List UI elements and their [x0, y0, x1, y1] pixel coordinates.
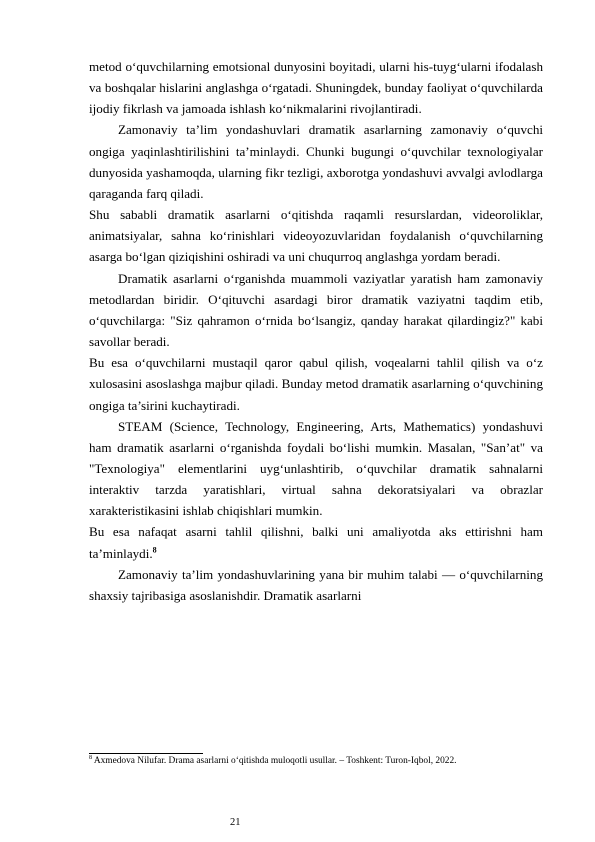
footnote-divider — [89, 753, 203, 754]
paragraph-5: Bu esa o‘quvchilarni mustaqil qaror qabul qilish, voqealarni tahlil qilish va o‘z xulosasini asoslashga majbur qiladi. Bunday metod dramatik asarlarning o‘quvchining ongiga ta’sirini kuchaytiradi. — [89, 355, 543, 413]
paragraph-8: Zamonaviy ta’lim yondashuvlarining yana bir muhim talabi — o‘quvchilarning shaxsiy tajribasiga asoslanishdir. Dramatik asarlarni — [89, 566, 543, 603]
paragraph-7 — [89, 521, 543, 563]
paragraph-4: Dramatik asarlarni o‘rganishda muammoli vaziyatlar yaratish ham zamonaviy metodlardan biridir. O‘qituvchi asardagi biror dramatik vaziyatni taqdim etib, o‘quvchilarga: "Siz qahramon o‘rnida bo‘lsangiz, qanday harakat qilardingiz?" kabi savollar beradi. — [89, 270, 543, 350]
footnote-reference[interactable]: 8 — [152, 545, 157, 555]
paragraph-2: Zamonaviy ta’lim yondashuvlari dramatik asarlarning zamonaviy o‘quvchi ongiga yaqinlashtirilishini ta’minlaydi. Chunki bugungi o‘quvchilar texnologiyalar dunyosida yashamoqda, ularning fikr tezligi, axborotga yondashuvi avvalgi avlodlarga qaraganda farq qiladi. — [89, 122, 543, 201]
paragraph-1: metod o‘quvchilarning emotsional dunyosini boyitadi, ularni his-tuyg‘ularni ifodalash va boshqalar hislarini anglashga o‘rgatadi. Shuningdek, bunday faoliyat o‘quvchilarda ijodiy fikrlash va jamoada ishlash ko‘nikmalarini rivojlantiradi. — [89, 59, 543, 117]
paragraph-7-text: Bu esa nafaqat asarni tahlil qilishni, balki uni amaliyotda aks ettirishni ham ta’minlaydi. — [89, 524, 543, 561]
footnote-text: Axmedova Nilufar. Drama asarlarni o‘qitishda muloqotli usullar. – Toshkent: Turon-Iqbol, 2022. — [93, 756, 457, 766]
footnote — [89, 755, 559, 767]
paragraph-6: STEAM (Science, Technology, Engineering, Arts, Mathematics) yondashuvi ham dramatik asarlarni o‘rganishda foydali bo‘lishi mumkin. Masalan, "San’at" va "Texnologiya" elementlarini uyg‘unlashtirib, o‘quvchilar dramatik sahnalarni interaktiv tarzda yaratishlari, virtual sahna dekoratsiyalari va obrazlar xarakteristikasini ishlab chiqishlari mumkin. — [89, 418, 543, 519]
paragraph-3: Shu sababli dramatik asarlarni o‘qitishda raqamli resurslardan, videoroliklar, animatsiyalar, sahna ko‘rinishlari videoyozuvlaridan foydalanish o‘quvchilarning asarga bo‘lgan qiziqishini oshiradi va uni chuqurroq anglashga yordam beradi. — [89, 207, 543, 265]
footnote-number: 8 — [89, 754, 92, 761]
main-text — [89, 56, 543, 606]
page-number: 21 — [230, 817, 241, 828]
